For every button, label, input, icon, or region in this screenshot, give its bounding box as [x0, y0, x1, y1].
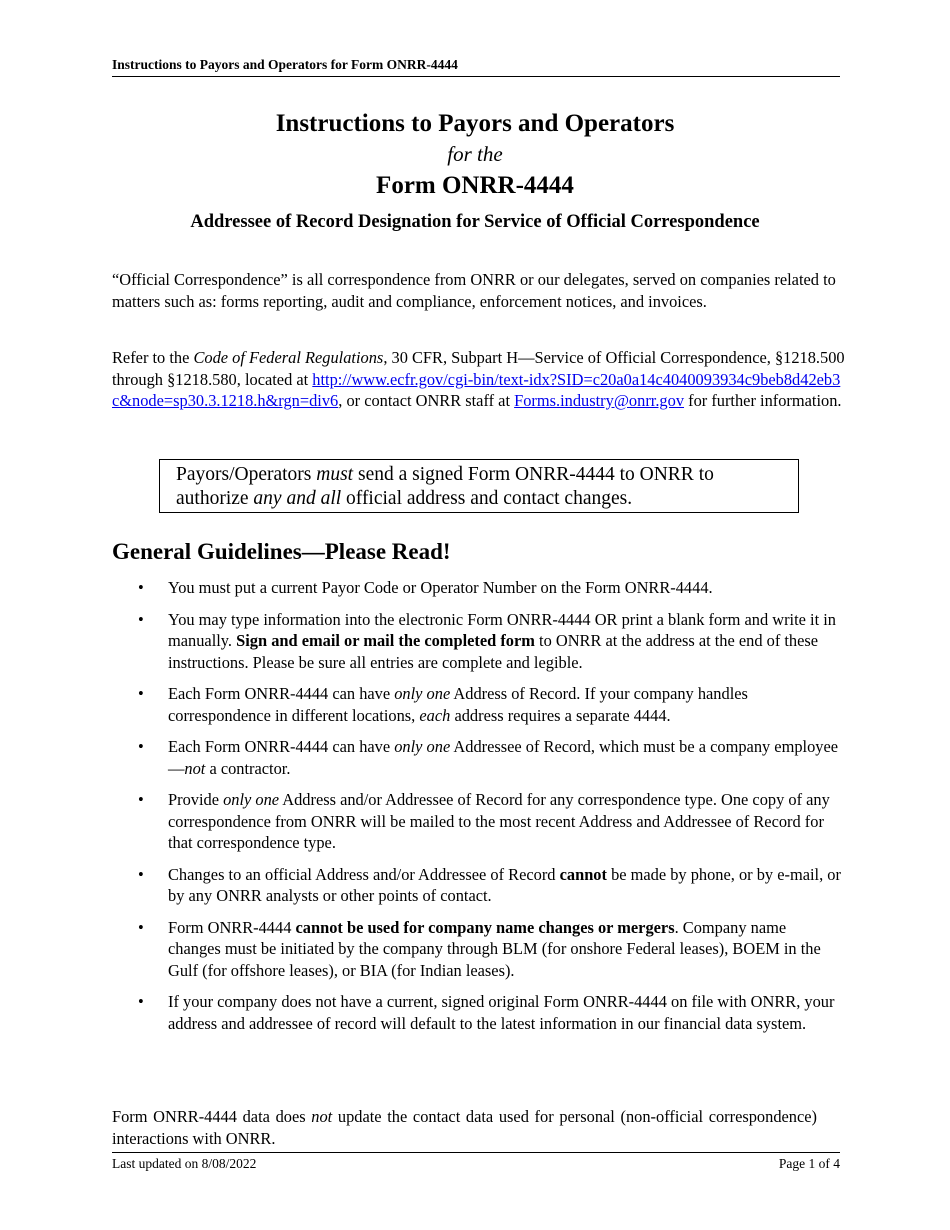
- list-item-text: address requires a separate 4444.: [450, 705, 671, 725]
- notice-text: official address and contact changes.: [341, 488, 633, 509]
- list-item-italic: only one: [394, 737, 451, 756]
- list-item-italic: only one: [394, 684, 451, 703]
- list-item: [112, 991, 842, 1034]
- list-item-bold: cannot be used for company name changes or mergers: [295, 917, 675, 937]
- intro-paragraph-definition: “Official Correspondence” is all correspondence from ONRR or our delegates, served on companies related to matters such as: forms reporting, audit and compliance, enforcement notices, and invoices.: [112, 270, 836, 311]
- list-item-bold: Sign and email or mail the completed form: [236, 631, 535, 650]
- page-footer: [112, 1152, 840, 1172]
- bullet-icon: •: [138, 684, 144, 703]
- list-item-text: Address of Record. If your company handles correspondence in different locations,: [168, 684, 748, 725]
- list-item-italic: only one: [223, 790, 280, 809]
- ref-text: , or contact ONRR staff at: [338, 391, 515, 410]
- notice-emphasis: any and all: [253, 488, 342, 509]
- closing-paragraph: [112, 1106, 817, 1149]
- form-title: Form ONRR-4444: [376, 172, 574, 199]
- bullet-icon: •: [138, 992, 144, 1011]
- email-link[interactable]: Forms.industry@onrr.gov: [514, 391, 685, 410]
- list-item: [112, 577, 842, 599]
- list-item-text: Form ONRR-4444: [168, 917, 296, 937]
- list-item-text: be made by phone, or by e-mail, or by any ONRR analysts or other points of contact.: [168, 864, 841, 905]
- list-item-text: Addressee of Record, which must be a company employee—: [168, 737, 839, 778]
- notice-emphasis: must: [316, 464, 354, 485]
- list-item-text: Address and/or Addressee of Record for any correspondence type. One copy of any correspondence from ONRR will be mailed to the most recent Address and Addressee of Record for that correspondence type.: [168, 790, 830, 852]
- closing-text: Form ONRR-4444 data does: [112, 1107, 312, 1126]
- list-item-text: to ONRR at the address at the end of these instructions. Please be sure all entries are complete and legible.: [168, 631, 819, 672]
- bullet-icon: •: [138, 578, 144, 597]
- page-title: Instructions to Payors and Operators: [275, 110, 675, 137]
- last-updated: Last updated on 8/08/2022: [112, 1156, 257, 1171]
- list-item-italic: each: [419, 705, 451, 725]
- list-item-text: Each Form ONRR-4444 can have: [168, 737, 395, 756]
- guidelines-list: [112, 577, 842, 1034]
- closing-emphasis: not: [311, 1107, 333, 1126]
- list-item-text: Changes to an official Address and/or Addressee of Record: [168, 864, 560, 884]
- list-item-italic: not: [184, 758, 206, 778]
- bullet-icon: •: [138, 609, 144, 629]
- ref-text: for further information.: [684, 391, 842, 410]
- bullet-icon: •: [138, 864, 144, 884]
- list-item: [112, 736, 842, 779]
- list-item: [112, 917, 842, 982]
- ecfr-link[interactable]: http://www.ecfr.gov/cgi-bin/text-idx?SID=c20a0a14c4040093934c9beb8d42eb3c&node=sp30.3.1218.h&rgn=div6: [112, 369, 841, 410]
- ref-text: Refer to the: [112, 348, 194, 367]
- notice-text: Payors/Operators: [176, 464, 317, 485]
- ref-text: , 30 CFR, Subpart H—Service of Official Correspondence, §1218.500 through §1218.580, located at: [112, 348, 845, 389]
- list-item-text: If your company does not have a current, signed original Form ONRR-4444 on file with ONRR, your address and addressee of record will default to the latest information in our financial data system.: [168, 992, 835, 1033]
- list-item-bold: cannot: [559, 864, 607, 884]
- notice-box: [159, 459, 799, 513]
- list-item: [112, 789, 842, 854]
- list-item: [112, 864, 842, 907]
- running-header: Instructions to Payors and Operators for Form ONRR-4444: [112, 57, 840, 77]
- list-item-text: Each Form ONRR-4444 can have: [168, 684, 395, 703]
- list-item: [112, 609, 842, 674]
- bullet-icon: •: [138, 737, 144, 756]
- list-item-text: . Company name changes must be initiated by the company through BLM (for onshore Federal leases), BOEM in the Gulf (for offshore leases), or BIA (for Indian leases).: [168, 917, 821, 980]
- intro-paragraph-reference: [112, 347, 847, 412]
- list-item-text: a contractor.: [205, 758, 291, 778]
- list-item-text: Provide: [168, 790, 224, 809]
- closing-text: update the contact data used for personal (non-official correspondence) interactions with ONRR.: [112, 1107, 818, 1148]
- bullet-icon: •: [138, 917, 144, 937]
- cfr-title: Code of Federal Regulations: [193, 348, 384, 367]
- guidelines-heading: General Guidelines—Please Read!: [112, 539, 451, 564]
- form-subtitle: Addressee of Record Designation for Service of Official Correspondence: [190, 212, 760, 232]
- bullet-icon: •: [138, 790, 144, 809]
- title-for-the: for the: [447, 142, 503, 166]
- list-item: [112, 683, 842, 726]
- list-item-text: You must put a current Payor Code or Operator Number on the Form ONRR-4444.: [168, 578, 713, 597]
- notice-text: send a signed Form ONRR-4444 to ONRR to authorize: [176, 464, 714, 509]
- page-number: Page 1 of 4: [778, 1156, 840, 1171]
- list-item-text: You may type information into the electronic Form ONRR-4444 OR print a blank form and write it in manually.: [168, 609, 836, 650]
